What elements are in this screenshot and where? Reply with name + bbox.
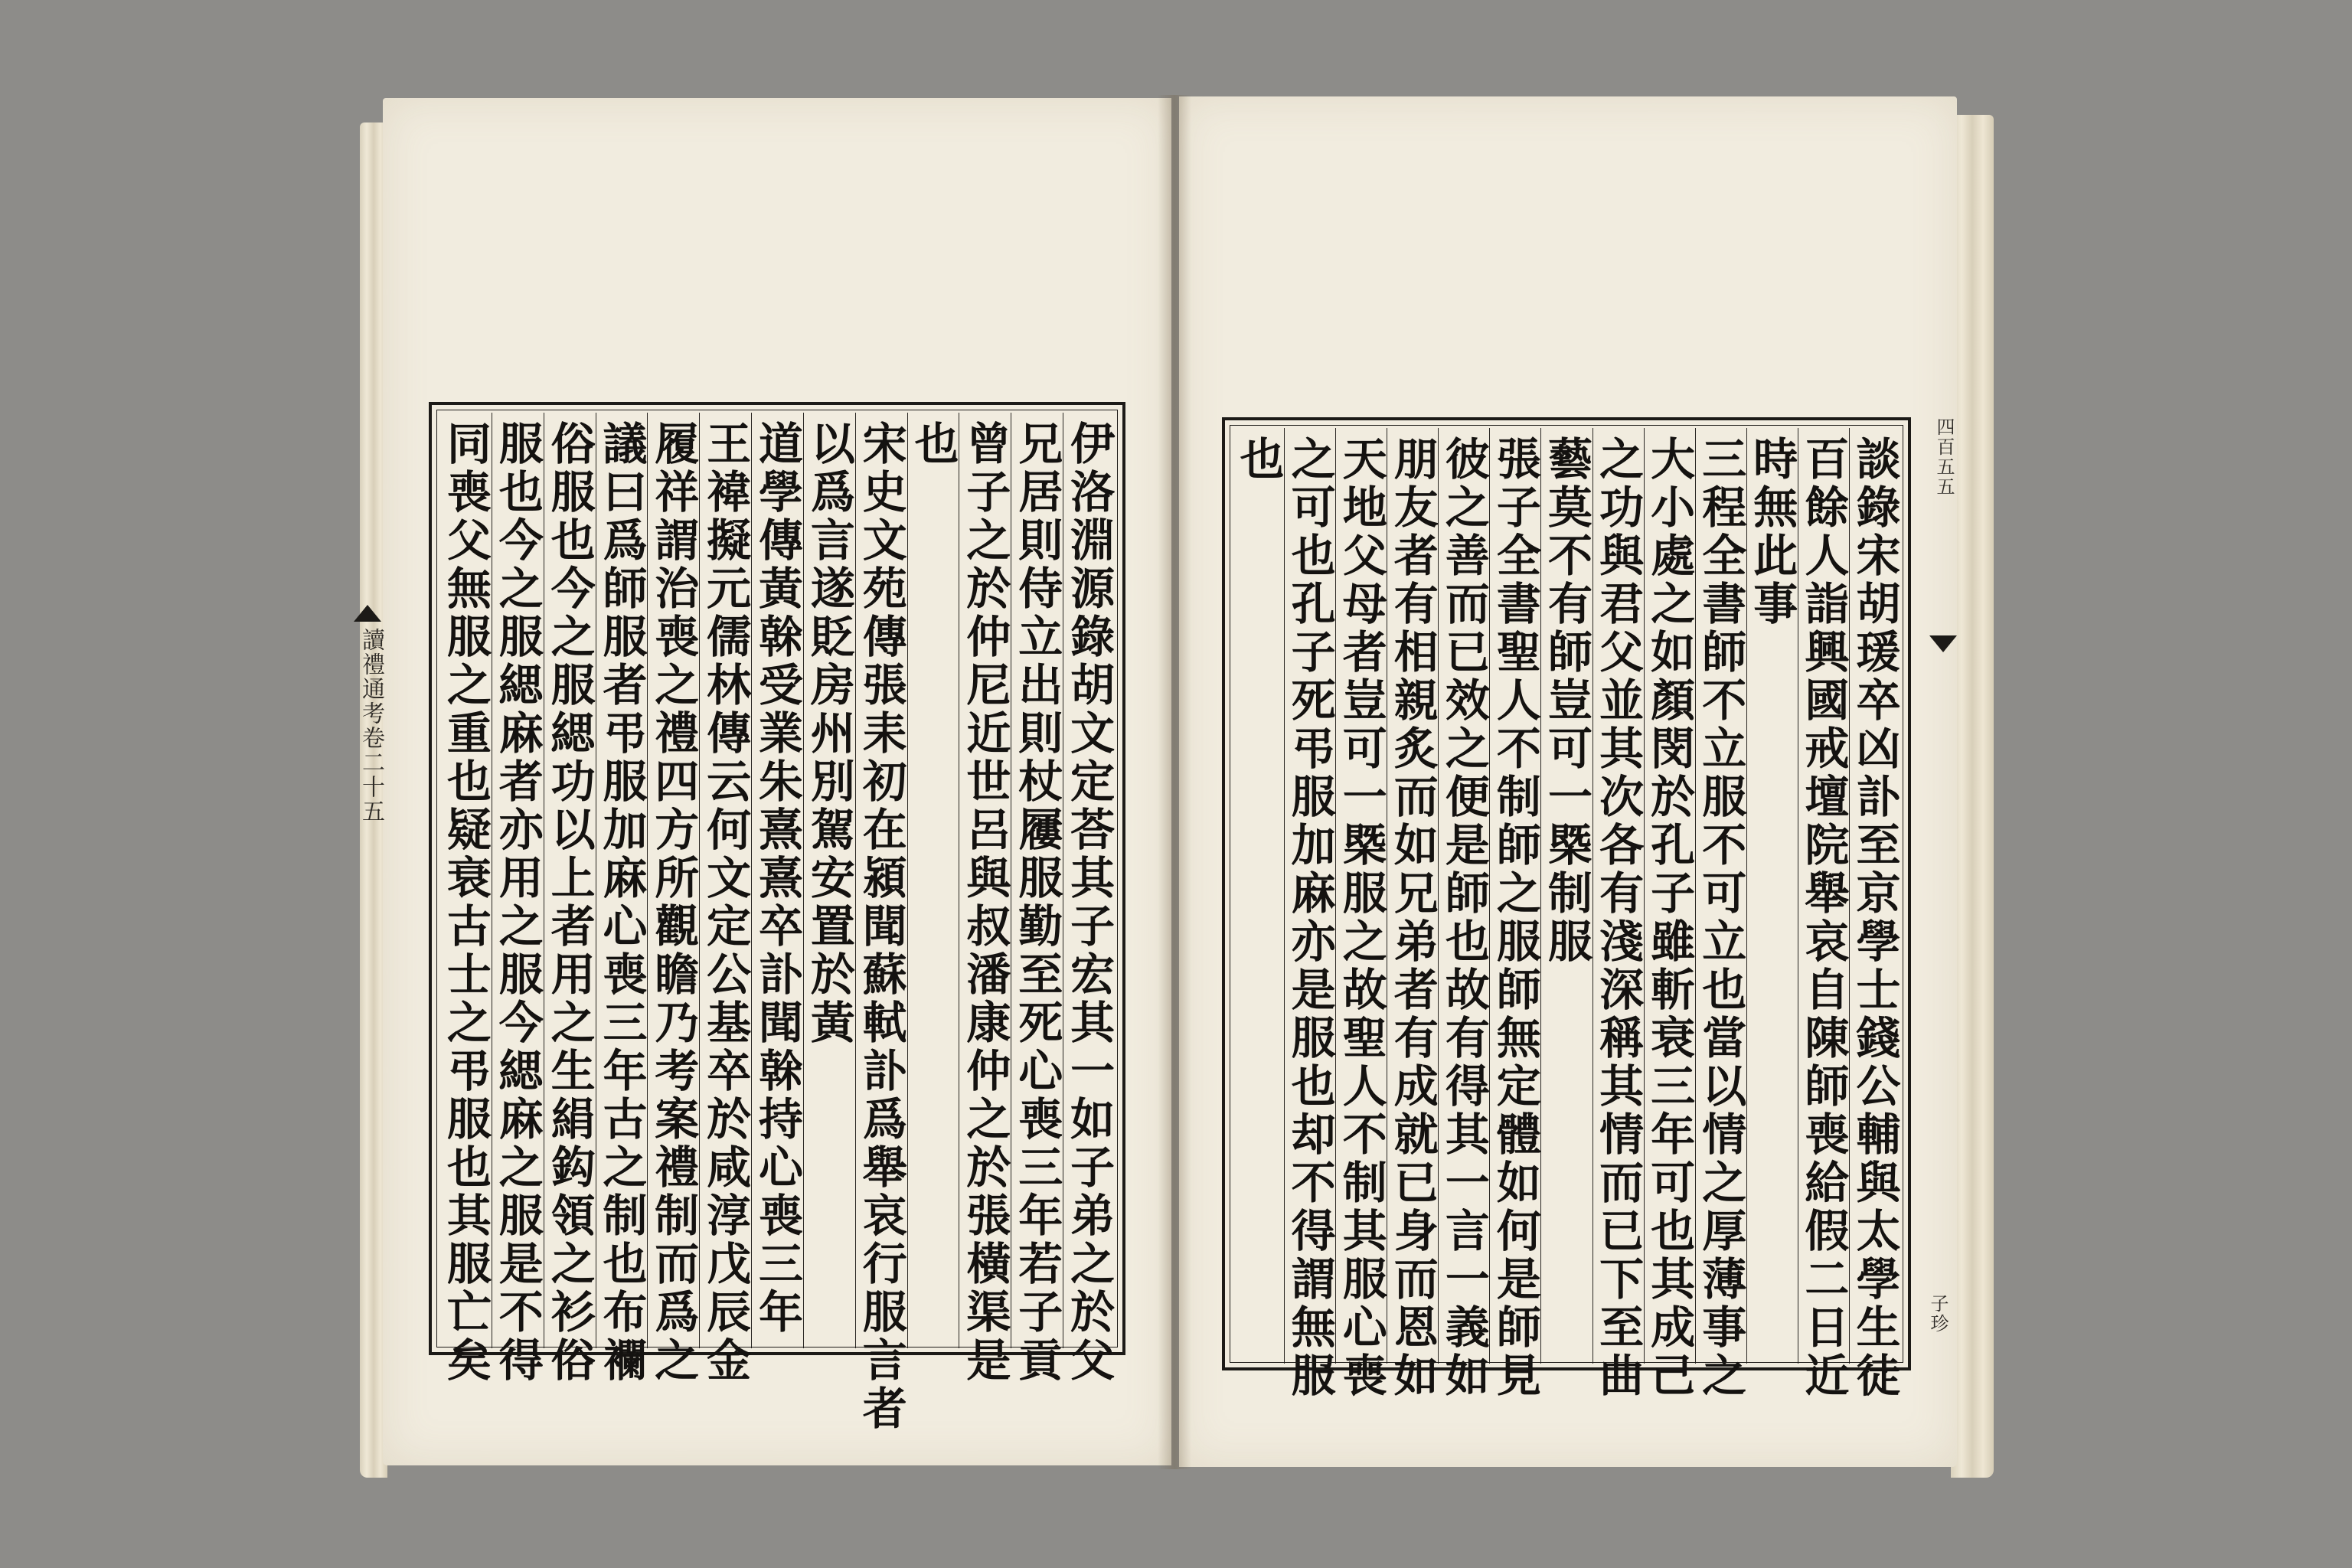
left_page-column-2: 兄居則侍立出則杖屨服勤至死心喪三年若子貢 [1011, 420, 1063, 1385]
right_page-column-1: 談錄宋胡瑗卒凶訃至京學士錢公輔與太學生徒 [1848, 436, 1901, 1400]
column-rule [647, 413, 648, 1348]
column-rule [1489, 428, 1490, 1364]
right-margin-page-number: 四百五五 [1933, 417, 1955, 497]
fish-tail-mark-right [1929, 635, 1957, 652]
left-text-frame [429, 402, 1125, 1433]
right_page-column-13: 也 [1232, 436, 1285, 484]
right_page-column-5: 大小處之如顏閔於孔子雖斬衰三年可也其成己 [1643, 436, 1696, 1400]
book-gutter [1158, 95, 1191, 1469]
right_page-column-6: 之功與君父並其次各有淺深稱其情而已下至曲 [1592, 436, 1645, 1400]
left_page-column-11: 俗服也今之服緦功以上者用之生絹鈎領之衫俗 [543, 420, 596, 1385]
left_page-column-1: 伊洛淵源錄胡文定荅其子宏其一如子弟之於父 [1063, 420, 1116, 1385]
right_page-column-3: 時無此事 [1746, 436, 1798, 629]
left_page-column-13: 同喪父無服之重也疑衰古士之弔服也其服亡矣 [439, 420, 492, 1385]
column-rule [1695, 428, 1696, 1364]
right_page-column-8: 張子全書聖人不制師之服師無定體如何是師見 [1488, 436, 1541, 1400]
fish-tail-mark-left [354, 605, 381, 622]
right_page-column-9: 彼之善而已效之便是師也故有得其一言一義如 [1437, 436, 1490, 1400]
left-margin-label: 讀禮通考卷二十五 [358, 628, 384, 824]
right_page-column-7: 藝莫不有師豈可一槩制服 [1540, 436, 1592, 966]
column-rule [1746, 428, 1747, 1364]
column-rule [1849, 428, 1850, 1364]
left_page-column-10: 議曰爲師服者弔服加麻心喪三年古之制也布襴 [595, 420, 648, 1385]
right-margin-mark: 子珍 [1927, 1294, 1949, 1334]
column-rule [803, 413, 804, 1348]
right_page-column-11: 天地父母者豈可一槩服之故聖人不制其服心喪 [1334, 436, 1387, 1400]
column-rule [1540, 428, 1541, 1364]
column-rule [751, 413, 752, 1348]
column-rule [1644, 428, 1645, 1364]
right_page-column-12: 之可也孔子死弔服加麻亦是服也却不得謂無服 [1283, 436, 1336, 1400]
column-rule [1335, 428, 1336, 1364]
left_page-column-6: 以爲言遂貶房州別駕安置於黃 [802, 420, 855, 1047]
column-rule [1592, 428, 1593, 1364]
right_page-column-10: 朋友者有相親炙而如兄弟者有成就已身而恩如 [1386, 436, 1439, 1400]
column-rule [855, 413, 856, 1348]
left_page-column-3: 曾子之於仲尼近世呂與叔潘康仲之於張橫渠是 [959, 420, 1011, 1385]
right_page-column-4: 三程全書師不立服不可立也當以情之厚薄事之 [1694, 436, 1747, 1400]
column-rule [1284, 428, 1285, 1364]
right-page-edges [1951, 115, 1994, 1478]
column-rule [907, 413, 908, 1348]
left_page-column-9: 履祥謂治喪之禮四方所觀瞻乃考案禮制而爲之 [647, 420, 700, 1385]
left_page-column-4: 也 [906, 420, 959, 469]
right-text-frame [1222, 417, 1911, 1400]
left_page-column-7: 道學傳黃榦受業朱熹熹卒訃聞榦持心喪三年 [751, 420, 803, 1337]
right_page-column-2: 百餘人詣興國戒壇院舉哀自陳師喪給假二日近 [1797, 436, 1850, 1400]
left_page-column-8: 王褘擬元儒林傳云何文定公基卒於咸淳戊辰金 [699, 420, 752, 1385]
left_page-column-5: 宋史文苑傳張耒初在潁聞蘇軾訃爲舉哀行服言者 [854, 420, 907, 1433]
column-rule [699, 413, 700, 1348]
column-rule [1438, 428, 1439, 1364]
left_page-column-12: 服也今之服緦麻者亦用之服今緦麻之服是不得 [491, 420, 544, 1385]
